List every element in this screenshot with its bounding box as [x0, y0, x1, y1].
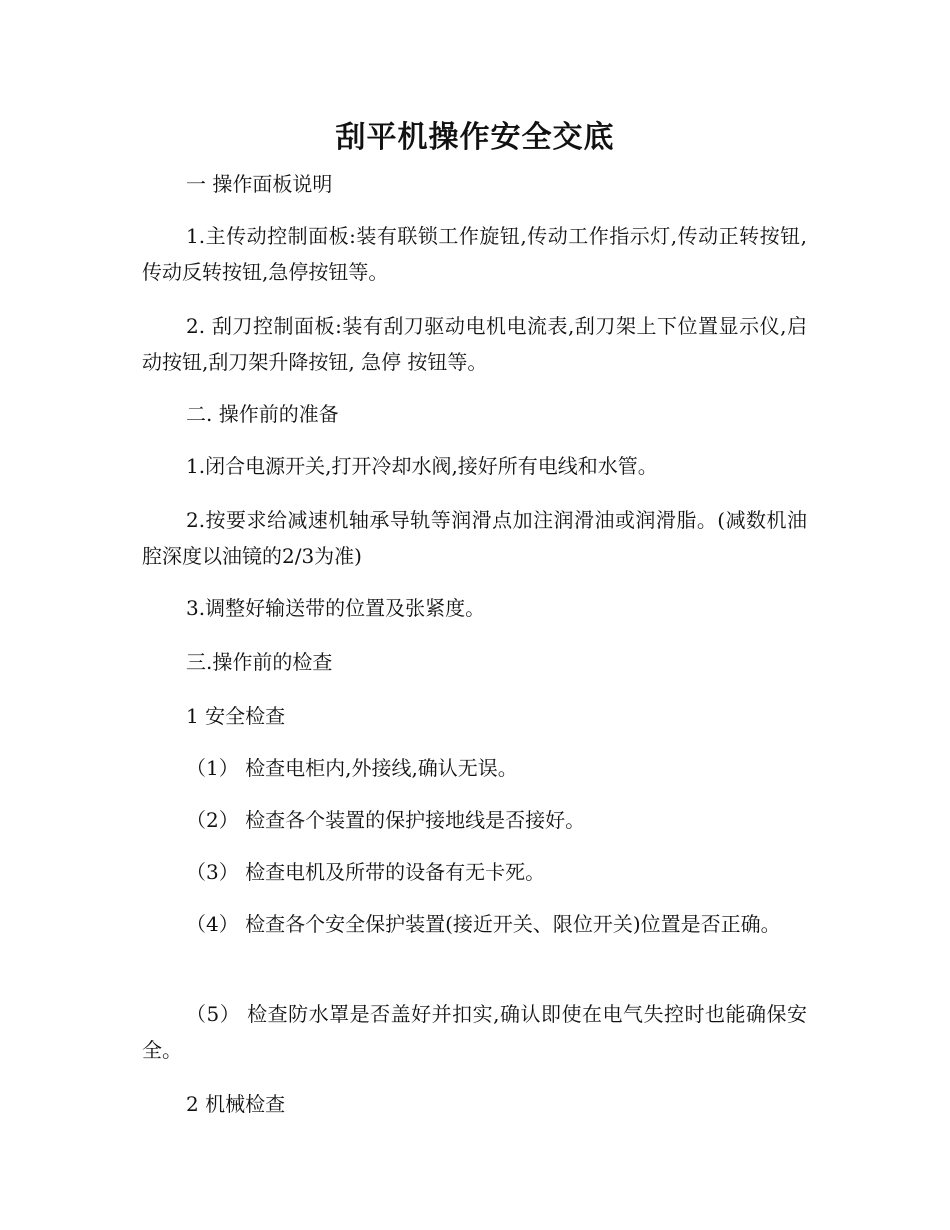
paragraph-main-drive-panel: 1.主传动控制面板:装有联锁工作旋钮,传动工作指示灯,传动正转按钮,传动反转按钮,急停按钮等。 — [142, 224, 807, 284]
section-heading-panel: 一 操作面板说明 — [186, 172, 333, 196]
paragraph-scraper-panel: 2. 刮刀控制面板:装有刮刀驱动电机电流表,刮刀架上下位置显示仪,启动按钮,刮刀架升降按钮, 急停 按钮等。 — [142, 314, 807, 374]
section-heading-inspection: 三.操作前的检查 — [186, 650, 333, 674]
list-item-check-1: （1） 检查电柜内,外接线,确认无误。 — [186, 756, 518, 780]
subsection-safety-check: 1 安全检查 — [186, 704, 286, 728]
paragraph-lubrication: 2.按要求给减速机轴承导轨等润滑点加注润滑油或润滑脂。(减数机油腔深度以油镜的2/3为准) — [142, 508, 807, 568]
document-title: 刮平机操作安全交底 — [335, 120, 615, 155]
list-item-check-3: （3） 检查电机及所带的设备有无卡死。 — [186, 860, 546, 884]
paragraph-conveyor-belt: 3.调整好输送带的位置及张紧度。 — [186, 596, 486, 620]
list-item-check-5: （5） 检查防水罩是否盖好并扣实,确认即使在电气失控时也能确保安全。 — [142, 1002, 807, 1062]
subsection-mechanical-check: 2 机械检查 — [186, 1092, 286, 1116]
list-item-check-2: （2） 检查各个装置的保护接地线是否接好。 — [186, 808, 586, 832]
list-item-check-4: （4） 检查各个安全保护装置(接近开关、限位开关)位置是否正确。 — [186, 912, 781, 936]
paragraph-power-water: 1.闭合电源开关,打开冷却水阀,接好所有电线和水管。 — [186, 454, 658, 478]
section-heading-preparation: 二. 操作前的准备 — [186, 402, 339, 426]
